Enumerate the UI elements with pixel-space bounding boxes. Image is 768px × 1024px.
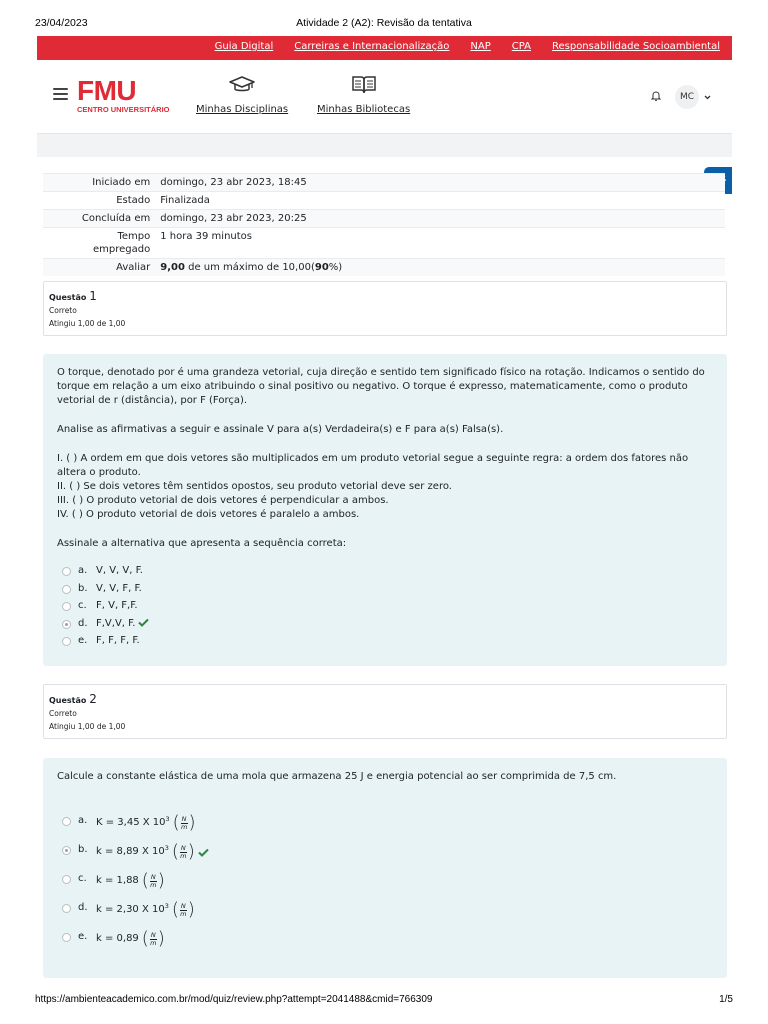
link-cpa[interactable]: CPA (511, 41, 531, 52)
option-formula: K = 3,45 X 10 $^3$ ( $\frac{N}{m}$ ) (96, 812, 196, 833)
fraction-denominator: m (150, 938, 157, 947)
option-letter: a. (78, 565, 88, 576)
question-grade: Atingiu 1,00 de 1,00 (49, 319, 126, 328)
summary-row-grade (43, 259, 725, 277)
radio-button[interactable] (62, 875, 71, 884)
option-formula: k = 0,89 ( $\frac{N}{m}$ ) (96, 928, 165, 949)
summary-key: Tempo empregado (43, 228, 154, 259)
user-avatar[interactable]: MC (675, 85, 699, 109)
option-letter: d. (78, 617, 88, 629)
answer-option-d[interactable] (57, 617, 713, 635)
radio-button[interactable] (62, 602, 71, 611)
option-letter: b. (78, 844, 88, 855)
option-text: F, F, F, F. (96, 635, 140, 646)
summary-key: Estado (43, 192, 154, 210)
option-text: V, V, F, F. (96, 582, 142, 594)
question-label: Questão (49, 696, 87, 705)
radio-button[interactable] (62, 904, 71, 913)
fraction-denominator: m (180, 909, 187, 918)
answer-option-a[interactable] (57, 564, 713, 582)
answer-option-c[interactable] (57, 599, 713, 617)
answer-option-e[interactable] (57, 930, 713, 959)
radio-button-selected[interactable] (62, 620, 71, 629)
exponent: 3 (165, 815, 170, 823)
grade-mid: de um máximo de 10,00( (184, 262, 315, 273)
radio-button-selected[interactable] (62, 846, 71, 855)
option-text: k = 8,89 X 10 (96, 846, 165, 857)
print-page-number: 1/5 (719, 994, 733, 1005)
option-text: k = 1,88 (96, 875, 139, 886)
question-grade: Atingiu 1,00 de 1,00 (49, 722, 126, 731)
link-responsabilidade[interactable]: Responsabilidade Socioambiental (551, 41, 720, 52)
radio-button[interactable] (62, 817, 71, 826)
option-text: k = 0,89 (96, 933, 139, 944)
summary-key: Avaliar (43, 259, 154, 277)
question-num: 2 (89, 692, 97, 706)
fraction-numerator: N (150, 930, 156, 939)
q2-text: Calcule a constante elástica de uma mola que armazena 25 J e energia potencial ao ser comprimida de 7,5 cm. (57, 771, 617, 782)
link-nap[interactable]: NAP (470, 41, 491, 52)
top-links-bar (37, 36, 732, 60)
unit-fraction (180, 903, 187, 918)
option-letter: e. (78, 931, 88, 942)
q1-item-4: IV. ( ) O produto vetorial de dois vetores é paralelo a ambos. (57, 509, 360, 520)
notifications-bell-icon[interactable] (650, 90, 662, 102)
q1-instruction: Analise as afirmativas a seguir e assinale V para a(s) Verdadeira(s) e F para a(s) Falsa(s). (57, 424, 504, 435)
question-status: Correto (49, 306, 77, 315)
fraction-denominator: m (180, 851, 187, 860)
question-number (49, 289, 721, 303)
option-formula: k = 2,30 X 10 $^3$ ( $\frac{N}{m}$ ) (96, 899, 195, 920)
option-formula: k = 8,89 X 10 $^3$ ( $\frac{N}{m}$ ) (96, 843, 209, 861)
answer-option-c[interactable] (57, 872, 713, 901)
summary-key: Concluída em (43, 210, 154, 228)
q1-prompt: Assinale a alternativa que apresenta a sequência correta: (57, 538, 347, 549)
q1-item-2: II. ( ) Se dois vetores têm sentidos opostos, seu produto vetorial deve ser zero. (57, 481, 452, 492)
summary-key: Iniciado em (43, 174, 154, 192)
fraction-numerator: N (180, 901, 186, 910)
grade-value: 9,00 (160, 262, 185, 273)
option-letter: c. (78, 873, 87, 884)
option-letter: b. (78, 582, 88, 594)
print-url: https://ambienteacademico.com.br/mod/quiz/review.php?attempt=2041488&cmid=766309 (35, 994, 433, 1005)
book-icon (317, 74, 410, 96)
nav-bibliotecas-label: Minhas Bibliotecas (317, 104, 411, 115)
print-date: 23/04/2023 (35, 17, 88, 29)
summary-value: Finalizada (154, 192, 725, 210)
radio-button[interactable] (62, 585, 71, 594)
check-icon (138, 618, 149, 627)
fraction-numerator: N (181, 814, 187, 823)
link-carreiras[interactable]: Carreiras e Internacionalização (294, 41, 450, 52)
grade-end: %) (328, 262, 343, 273)
option-letter: e. (78, 635, 88, 646)
option-text: V, V, V, F. (96, 565, 143, 576)
chevron-down-icon[interactable] (703, 92, 712, 101)
unit-fraction (181, 816, 188, 831)
nav-minhas-bibliotecas[interactable] (317, 74, 410, 115)
nav-disciplinas-label: Minhas Disciplinas (196, 104, 289, 115)
summary-row (43, 210, 725, 228)
answer-option-b[interactable] (57, 843, 713, 872)
option-letter: a. (78, 815, 88, 826)
option-formula: k = 1,88 ( $\frac{N}{m}$ ) (96, 870, 165, 891)
link-guia-digital[interactable]: Guia Digital (214, 41, 274, 52)
question-1-content (43, 354, 727, 666)
nav-minhas-disciplinas[interactable] (196, 74, 288, 115)
question-label: Questão (49, 293, 87, 302)
exponent: 3 (164, 844, 169, 852)
radio-button[interactable] (62, 933, 71, 942)
question-2-info (43, 684, 727, 739)
unit-fraction (150, 932, 157, 947)
question-1-info (43, 281, 727, 336)
menu-icon[interactable] (53, 88, 68, 100)
option-text: k = 2,30 X 10 (96, 904, 165, 915)
option-text: K = 3,45 X 10 (96, 817, 166, 828)
graduation-cap-icon (196, 74, 288, 96)
radio-button[interactable] (62, 567, 71, 576)
radio-button[interactable] (62, 637, 71, 646)
unit-fraction (150, 874, 157, 889)
fraction-numerator: N (180, 843, 186, 852)
grade-percent: 90 (314, 262, 329, 273)
answer-option-b[interactable] (57, 582, 713, 600)
option-text: F, V, F,F. (96, 600, 138, 611)
question-num: 1 (89, 289, 97, 303)
attempt-summary-table (43, 173, 725, 276)
question-number (49, 692, 721, 706)
option-text-wrapper (96, 617, 149, 631)
q1-intro: O torque, denotado por é uma grandeza vetorial, cuja direção e sentido tem significado físico na rotação. Indicamos o sentido do torque em relação a um eixo atribuindo o sinal positivo ou negativo. O torque é expresso, matematicamente, como o produto vetorial de r (distância), por F (Força). (57, 367, 705, 406)
check-icon (198, 848, 209, 857)
main-navbar (37, 60, 732, 134)
summary-value: domingo, 23 abr 2023, 18:45 (154, 174, 725, 192)
breadcrumb-bar (37, 134, 732, 157)
summary-grade-value (154, 259, 725, 277)
answer-option-a[interactable] (57, 814, 713, 843)
option-text: F,V,V, F. (96, 617, 136, 629)
answer-option-d[interactable] (57, 901, 713, 930)
summary-value: domingo, 23 abr 2023, 20:25 (154, 210, 725, 228)
q1-item-3: III. ( ) O produto vetorial de dois vetores é perpendicular a ambos. (57, 495, 389, 506)
option-letter: d. (78, 902, 88, 913)
summary-value: 1 hora 39 minutos (154, 228, 725, 259)
question-2-content (43, 758, 727, 978)
fraction-denominator: m (150, 880, 157, 889)
unit-fraction (180, 845, 187, 860)
summary-row (43, 228, 725, 259)
exponent: 3 (164, 902, 169, 910)
fraction-numerator: N (150, 872, 156, 881)
fraction-denominator: m (180, 822, 188, 831)
summary-row (43, 192, 725, 210)
logo-text: FMU (77, 75, 137, 106)
fmu-logo[interactable] (77, 75, 170, 114)
logo-subtitle: CENTRO UNIVERSITÁRIO (77, 105, 170, 114)
print-header (35, 17, 733, 31)
q1-item-1: I. ( ) A ordem em que dois vetores são multiplicados em um produto vetorial segue a seguinte regra: a ordem dos fatores não altera o produto. (57, 453, 689, 478)
option-letter: c. (78, 600, 87, 611)
answer-option-e[interactable] (57, 634, 713, 652)
print-title: Atividade 2 (A2): Revisão da tentativa (296, 17, 472, 29)
question-status: Correto (49, 709, 77, 718)
summary-row (43, 174, 725, 192)
